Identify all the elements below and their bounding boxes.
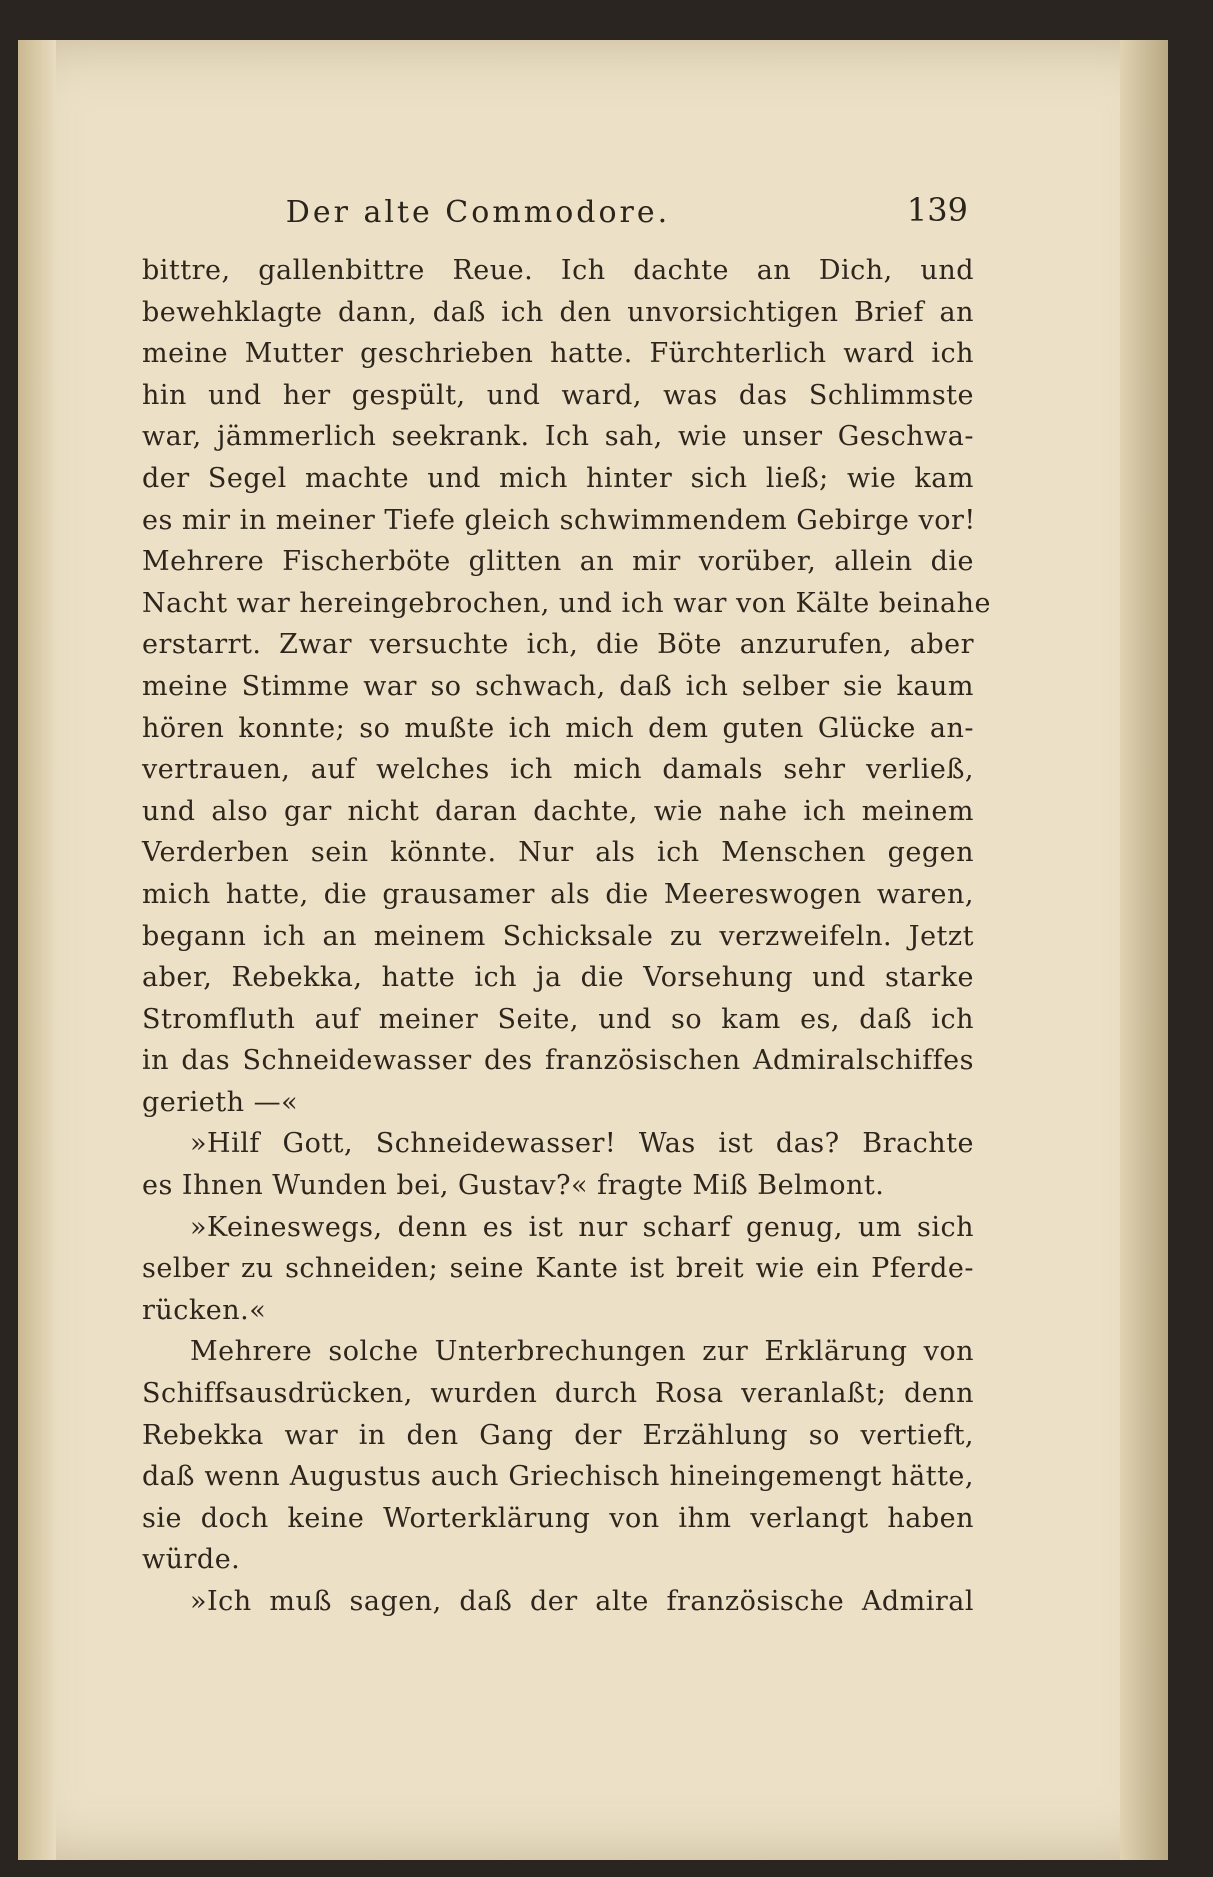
- text-line: würde.: [142, 1544, 241, 1576]
- text-line: und also gar nicht daran dachte, wie nahe ich meinem: [142, 795, 974, 827]
- text-line: »Keineswegs, denn es ist nur scharf genug, um sich: [190, 1211, 974, 1243]
- text-line: erstarrt. Zwar versuchte ich, die Böte anzurufen, aber: [142, 629, 974, 661]
- page-header: [178, 191, 978, 235]
- text-line: »Hilf Gott, Schneidewasser! Was ist das? Brachte: [190, 1128, 974, 1160]
- text-line: Mehrere solche Unterbrechungen zur Erklärung von: [190, 1336, 974, 1368]
- text-line: es Ihnen Wunden bei, Gustav?« fragte Miß Belmont.: [142, 1170, 885, 1202]
- text-line: aber, Rebekka, hatte ich ja die Vorsehung und starke: [142, 962, 974, 994]
- book-page: [18, 40, 1168, 1860]
- text-line: bittre, gallenbittre Reue. Ich dachte an Dich, und: [142, 255, 974, 286]
- text-line: der Segel machte und mich hinter sich ließ; wie kam: [142, 462, 974, 494]
- text-line: selber zu schneiden; seine Kante ist breit wie ein Pferde-: [142, 1253, 974, 1285]
- text-line: sie doch keine Worterklärung von ihm verlangt haben: [142, 1502, 974, 1534]
- text-line: rücken.«: [142, 1294, 267, 1326]
- text-line: »Ich muß sagen, daß der alte französische Admiral: [190, 1586, 974, 1617]
- text-line: mich hatte, die grausamer als die Meereswogen waren,: [142, 878, 974, 910]
- text-line: hin und her gespült, und ward, was das Schlimmste: [142, 379, 974, 411]
- text-line: Rebekka war in den Gang der Erzählung so vertieft,: [142, 1419, 974, 1451]
- text-line: in das Schneidewasser des französischen Admiralschiffes: [142, 1045, 974, 1077]
- text-line: hören konnte; so mußte ich mich dem guten Glücke an-: [142, 712, 974, 744]
- page-number: 139: [906, 191, 968, 229]
- text-line: bewehklagte dann, daß ich den unvorsichtigen Brief an: [142, 296, 974, 328]
- text-line: Mehrere Fischerböte glitten an mir vorüber, allein die: [142, 546, 974, 578]
- page-edge: [1120, 40, 1168, 1860]
- text-line: meine Mutter geschrieben hatte. Fürchterlich ward ich: [142, 338, 974, 370]
- text-line: war, jämmerlich seekrank. Ich sah, wie unser Geschwa-: [142, 421, 974, 453]
- text-line: Verderben sein könnte. Nur als ich Menschen gegen: [142, 837, 974, 869]
- text-line: vertrauen, auf welches ich mich damals sehr verließ,: [142, 754, 974, 786]
- text-line: Schiffsausdrücken, wurden durch Rosa veranlaßt; denn: [142, 1378, 974, 1410]
- page-gutter: [18, 40, 56, 1860]
- body-text: [142, 250, 992, 1623]
- text-line: es mir in meiner Tiefe gleich schwimmendem Gebirge vor!: [142, 504, 976, 536]
- text-line: daß wenn Augustus auch Griechisch hineingemengt hätte,: [142, 1461, 974, 1493]
- text-line: begann ich an meinem Schicksale zu verzweifeln. Jetzt: [142, 920, 974, 952]
- text-line: Nacht war hereingebrochen, und ich war von Kälte beinahe: [142, 587, 992, 619]
- running-title: Der alte Commodore.: [285, 195, 671, 230]
- text-line: Stromfluth auf meiner Seite, und so kam es, daß ich: [142, 1003, 974, 1035]
- text-line: gerieth —«: [142, 1086, 299, 1118]
- text-line: meine Stimme war so schwach, daß ich selber sie kaum: [142, 670, 974, 702]
